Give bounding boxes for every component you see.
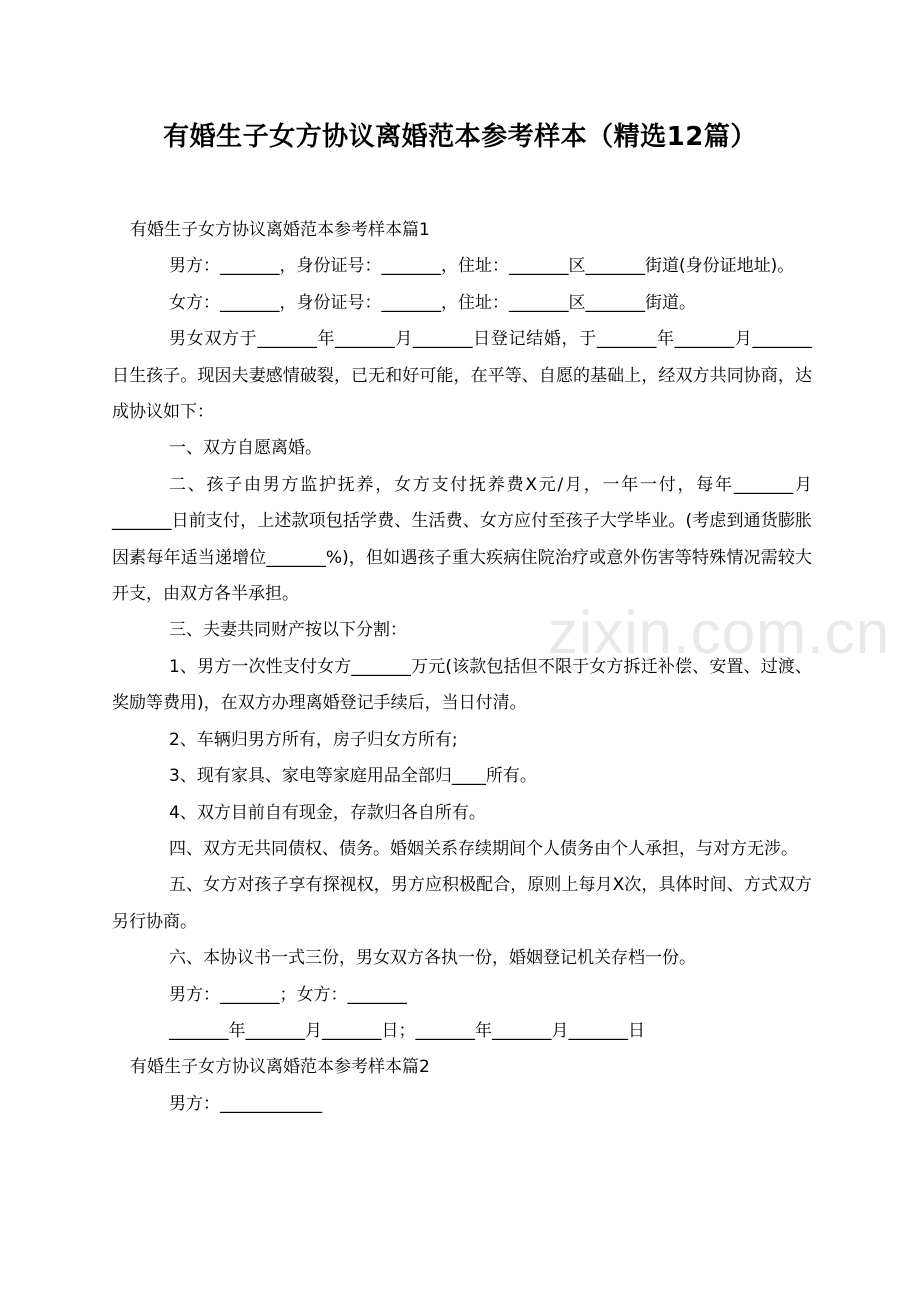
- clause-3-item-1: 1、男方一次性支付女方_______万元(该款包括但不限于女方拆迁补偿、安置、过渡、奖励等费用)，在双方办理离婚登记手续后，当日付清。: [112, 656, 812, 714]
- clause-5: 五、女方对孩子享有探视权，男方应积极配合，原则上每月X次，具体时间、方式双方另行协商。: [112, 875, 812, 932]
- paragraph-male-party: 男方：_______，身份证号：_______，住址：_______区_______街道(身份证地址)。: [169, 256, 795, 277]
- clause-6: 六、本协议书一式三份，男女双方各执一份，婚姻登记机关存档一份。: [169, 948, 696, 969]
- signature-line: 男方：_______；女方：_______: [169, 984, 407, 1005]
- section-heading-1: 有婚生子女方协议离婚范本参考样本篇1: [130, 220, 430, 240]
- clause-3: 三、夫妻共同财产按以下分割：: [169, 620, 407, 641]
- date-line: _______年_______月_______日；_______年_______月_______日: [169, 1020, 645, 1041]
- watermark-text: zixin.com.cn: [548, 599, 891, 666]
- clause-3-item-4: 4、双方目前自有现金，存款归各自所有。: [169, 802, 486, 823]
- document-body: [112, 212, 812, 1122]
- paragraph-male-party-2: 男方：____________: [169, 1093, 322, 1114]
- clause-2: 二、孩子由男方监护抚养，女方支付抚养费X元/月，一年一付，每年_______月_______日前支付，上述款项包括学费、生活费、女方应付至孩子大学毕业。(考虑到通货膨胀因素每年适当递增位_______%)，但如遇孩子重大疾病住院治疗或意外伤害等特殊情况需较大开支，由双方各半承担。: [112, 474, 812, 605]
- clause-3-item-2: 2、车辆归男方所有，房子归女方所有;: [169, 729, 458, 750]
- clause-1: 一、双方自愿离婚。: [169, 438, 322, 459]
- clause-4: 四、双方无共同债权、债务。婚姻关系存续期间个人债务由个人承担，与对方无涉。: [169, 838, 798, 859]
- paragraph-marriage-info: 男女双方于_______年_______月_______日登记结婚，于_______年_______月_______日生孩子。现因夫妻感情破裂，已无和好可能，在平等、自愿的基础上，经双方共同协商，达成协议如下：: [112, 329, 812, 423]
- section-heading-2: 有婚生子女方协议离婚范本参考样本篇2: [130, 1057, 430, 1078]
- paragraph-female-party: 女方：_______，身份证号：_______，住址：_______区_______街道。: [169, 292, 696, 313]
- document-title: 有婚生子女方协议离婚范本参考样本（精选12篇）: [163, 122, 757, 152]
- clause-3-item-3: 3、现有家具、家电等家庭用品全部归____所有。: [169, 766, 537, 787]
